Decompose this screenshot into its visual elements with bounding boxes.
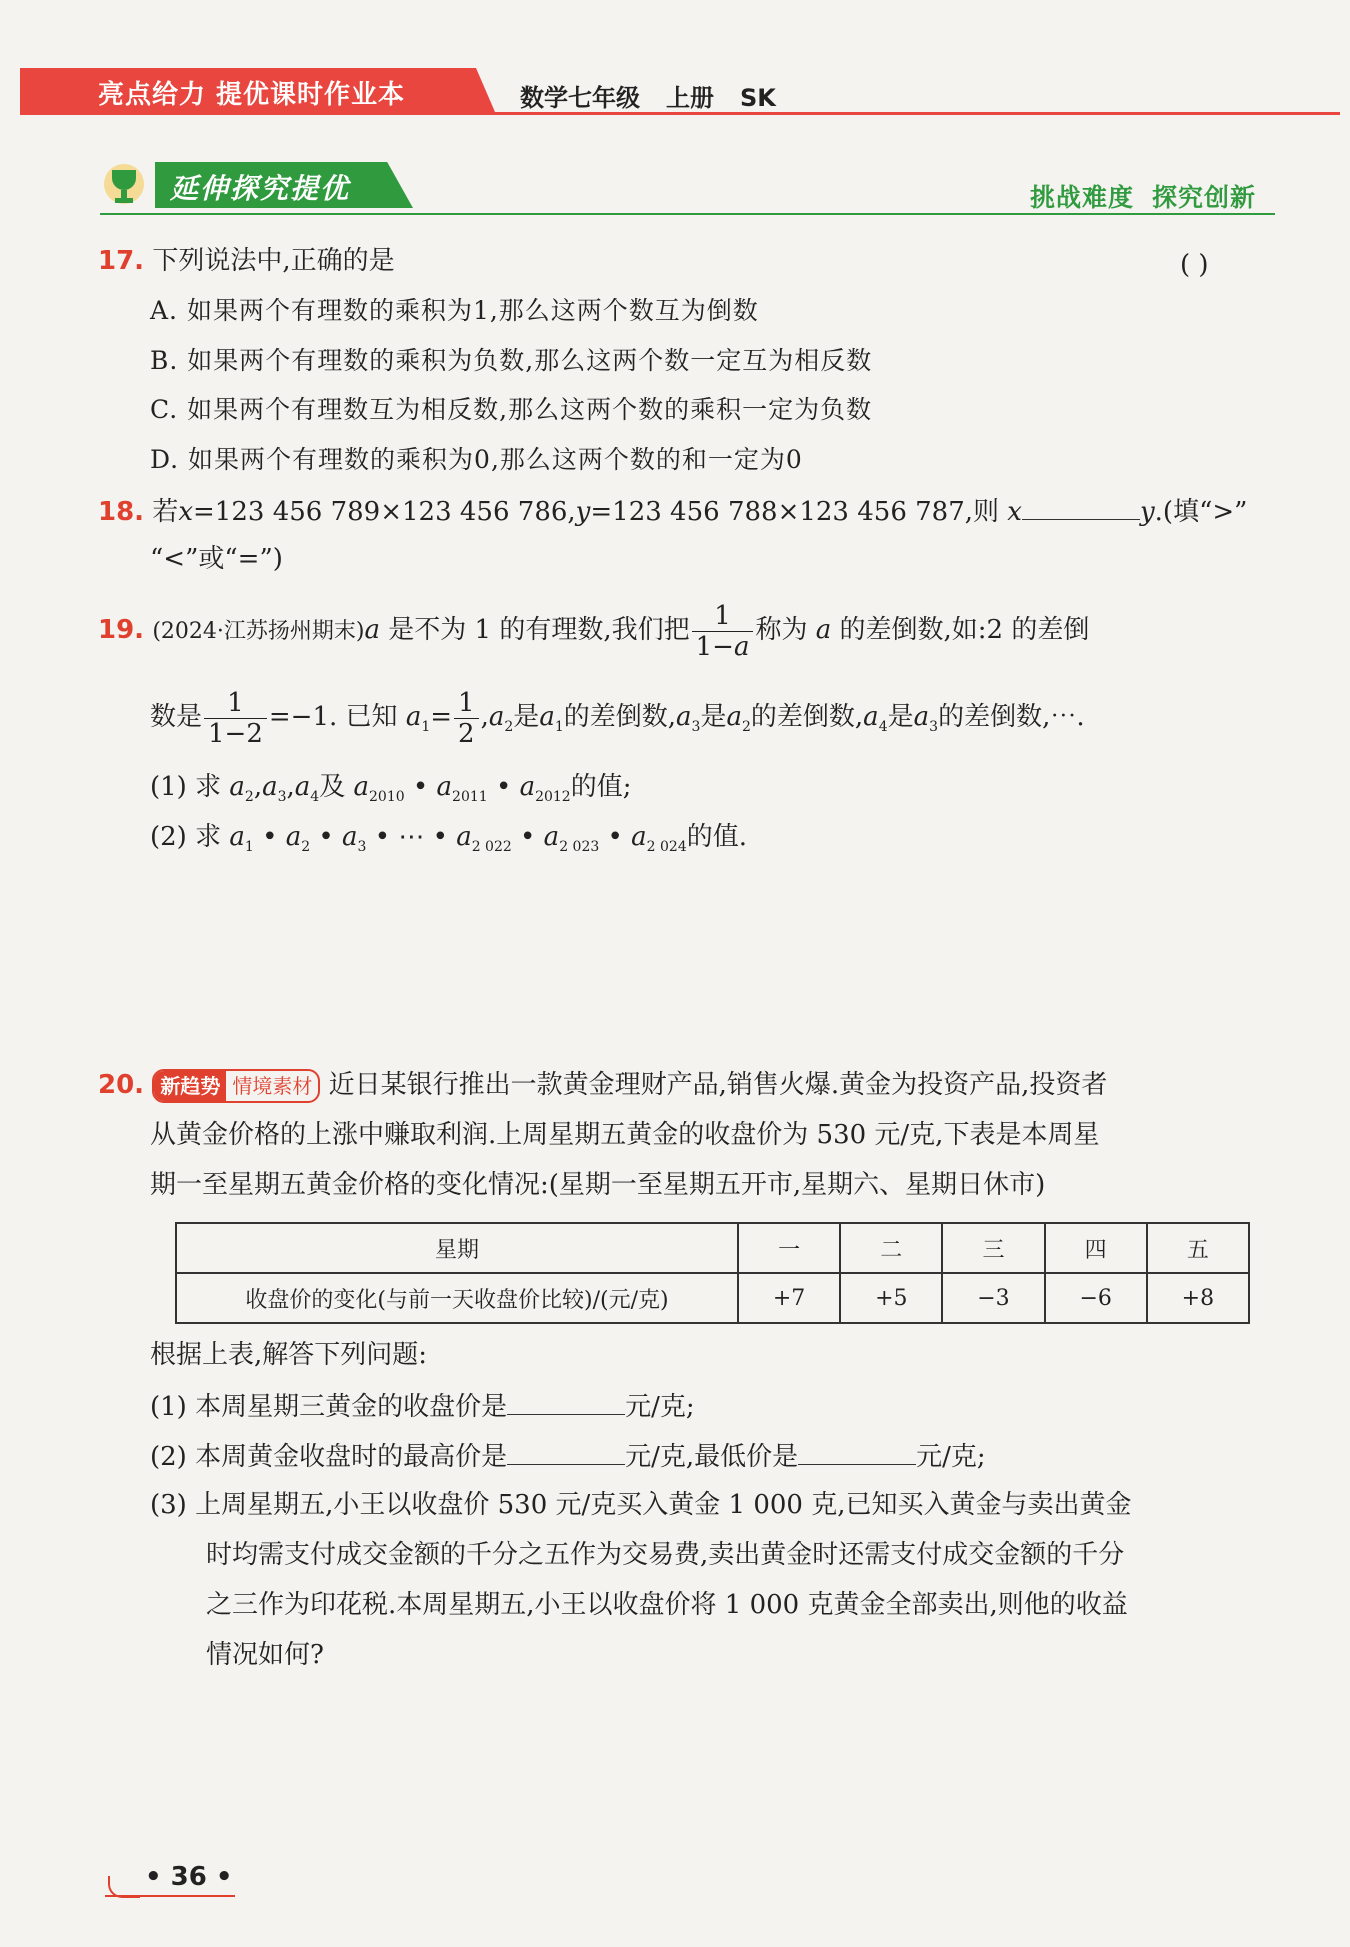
a2-sub-b: 2 [741,719,751,736]
subject-name: 数学七年级 [520,84,640,112]
p2-text-c: 元/克; [916,1442,986,1472]
header-brand: 亮点给力 提优课时作业本 [98,80,406,110]
q19-text-4: 数是 [150,702,203,732]
var-y: y [575,497,591,527]
q18-text-ruo: 若 [152,497,179,527]
q20-intro-3: 期一至星期五黄金价格的变化情况:(星期一至星期五开市,星期六、星期日休市) [150,1170,1046,1200]
frac1-den-text: 1− [695,631,734,662]
table-cell: 四 [1045,1223,1147,1273]
q17-option-a: A. 如果两个有理数的乘积为1,那么这两个数互为倒数 [150,296,759,325]
p1-text-a: (1) 本周星期三黄金的收盘价是 [150,1392,508,1422]
p1-a2012-sub: 2012 [535,789,571,806]
p2-dot-1: • [253,822,286,852]
a1-var: a [405,702,422,732]
is-3: 是 [887,702,914,732]
fraction-1-over-1-minus-2 [204,688,267,749]
frac1-den-a: a [733,631,750,662]
table-cell: +7 [738,1273,840,1323]
var-x-2: x [1007,497,1022,527]
a1-var-b: a [539,702,555,732]
q18-answer-blank[interactable] [1022,493,1140,520]
p2-dot-3: • [366,822,399,852]
q18-line-2: “<”或“=”) [150,544,283,574]
q18-y-expr: =123 456 788×123 456 787,则 [590,497,1000,527]
p2-dot-6: • [599,822,632,852]
p1-comma-2: , [286,772,295,802]
q19-text-8: 的差倒数,⋯. [938,702,1085,732]
p2-a2023: a [543,822,560,852]
p2-a2024: a [631,822,647,852]
part1-lead: (1) 求 [150,772,222,802]
p2-dot-2: • [310,822,342,852]
p1-a2010: a [353,772,370,802]
p1-a2011-sub: 2011 [452,789,488,806]
var-a: a [364,615,380,645]
table-cell: 一 [738,1223,840,1273]
equals: = [430,702,453,732]
fraction-1-over-1-minus-a [692,601,754,662]
p2-a2022: a [456,822,472,852]
a3-var-b: a [913,702,930,732]
q20-number: 20. [98,1070,145,1100]
var-x: x [178,497,194,527]
edition-label: SK [740,84,776,112]
p1-a3: a [262,772,278,802]
part2-lead: (2) 求 [150,822,222,852]
p2-a1: a [229,822,245,852]
trend-tag-1: 新趋势 [154,1071,226,1101]
a2-var: a [488,702,505,732]
table-cell: +8 [1147,1273,1249,1323]
gold-price-table [175,1222,1250,1324]
p1-a2010-sub: 2010 [369,789,405,806]
p1-dot-2: • [487,772,520,802]
table-cell: 三 [942,1223,1044,1273]
q18-number: 18. [98,497,145,527]
q20-part-3-line-1: (3) 上周星期五,小王以收盘价 530 元/克买入黄金 1 000 克,已知买入黄金与卖出黄金 [150,1490,1132,1520]
q19-part-2 [150,820,747,864]
frac1-den [692,632,754,662]
part2-tail: 的值. [686,822,748,852]
q19-source: (2024·江苏扬州期末) [152,619,365,644]
p1-a2-sub: 2 [244,789,254,806]
page-number: • 36 • [145,1862,233,1892]
trend-tag-2: 情境素材 [232,1074,313,1098]
q17-option-d: D. 如果两个有理数的乘积为0,那么这两个数的和一定为0 [150,445,803,474]
part1-tail: 的值; [570,772,632,802]
highest-price-blank[interactable] [507,1438,625,1465]
q19-text-1: 是不为 1 的有理数,我们把 [380,615,690,645]
q19-number: 19. [98,615,145,645]
q20-part-3-line-2: 时均需支付成交金额的千分之五作为交易费,卖出黄金时还需支付成交金额的千分 [206,1540,1125,1570]
table-cell: 二 [840,1223,942,1273]
frac2-den: 1−2 [208,718,263,749]
a3-var: a [676,702,692,732]
wednesday-price-blank[interactable] [507,1388,625,1415]
p1-a4-sub: 4 [310,789,320,806]
p2-a2022-sub: 2 022 [471,839,512,856]
p1-a2: a [229,772,245,802]
p2-a2024-sub: 2 024 [646,839,687,856]
p2-a1-sub: 1 [244,839,254,856]
a4-sub: 4 [878,719,888,736]
table-cell: 五 [1147,1223,1249,1273]
a4-var: a [863,702,879,732]
p2-a3-sub: 3 [357,839,367,856]
p2-a2: a [285,822,302,852]
part1-and: 及 [319,772,346,802]
p1-a2011: a [436,772,453,802]
q17-option-b: B. 如果两个有理数的乘积为负数,那么这两个数一定互为相反数 [150,346,873,375]
page-number-rule [105,1895,235,1897]
table-cell: 收盘价的变化(与前一天收盘价比较)/(元/克) [176,1273,738,1323]
q18-line-1 [98,493,1247,529]
p1-a3-sub: 3 [277,789,287,806]
p2-dot-4: • [424,822,457,852]
p2-a2-sub: 2 [301,839,311,856]
section-title: 延伸探究提优 [170,172,351,205]
q19-text-2: 称为 [755,615,808,645]
q20-part-2 [150,1438,986,1474]
table-cell: −3 [942,1273,1044,1323]
q20-intro-2: 从黄金价格的上涨中赚取利润.上周星期五黄金的收盘价为 530 元/克,下表是本周星 [150,1120,1100,1150]
slogan-2: 探究创新 [1152,183,1257,212]
frac2-num: 1 [204,688,267,719]
frac3-den: 2 [458,718,475,749]
q18-x-expr: =123 456 789×123 456 786, [193,497,576,527]
q19-line-2 [150,685,1085,759]
table-cell: +5 [840,1273,942,1323]
p1-comma-1: , [253,772,263,802]
lowest-price-blank[interactable] [798,1438,916,1465]
section-slogan [1030,178,1256,214]
frac1-num: 1 [692,601,754,632]
volume-label: 上册 [666,84,714,112]
p1-text-b: 元/克; [625,1392,695,1422]
q19-line-1 [98,598,1089,664]
comma-1: , [480,702,489,732]
q19-part-1 [150,770,631,814]
is-1: 是 [513,702,540,732]
q20-prompt: 根据上表,解答下列问题: [150,1340,428,1370]
q19-text-6: 的差倒数, [563,702,677,732]
p2-a2023-sub: 2 023 [559,839,600,856]
trophy-icon [100,160,162,212]
a1-sub-b: 1 [554,719,564,736]
q18-hint: .(填“>” [1154,497,1248,527]
header-subject [520,78,776,113]
p1-dot-1: • [404,772,437,802]
p2-text-b: 元/克,最低价是 [625,1442,799,1472]
q20-part-3-line-4: 情况如何? [206,1640,324,1670]
a2-var-b: a [726,702,742,732]
q20-intro-1: 近日某银行推出一款黄金理财产品,销售火爆.黄金为投资产品,投资者 [328,1070,1108,1100]
is-2: 是 [700,702,727,732]
table-cell: 星期 [176,1223,738,1273]
a1-sub: 1 [421,719,431,736]
slogan-1: 挑战难度 [1030,183,1135,212]
var-a-2: a [815,615,832,645]
p2-ellipsis: ⋯ [398,822,425,852]
q19-text-7: 的差倒数, [750,702,864,732]
p2-dot-5: • [511,822,544,852]
q17-answer-paren: ( ) [1180,250,1209,280]
q20-part-3-line-3: 之三作为印花税.本周星期五,小王以收盘价将 1 000 克黄金全部卖出,则他的收益 [206,1590,1128,1620]
q20-part-1 [150,1388,695,1424]
frac3-num: 1 [454,688,479,719]
table-row [176,1273,1249,1323]
var-y-2: y [1139,497,1155,527]
p2-text-a: (2) 本周黄金收盘时的最高价是 [150,1442,508,1472]
a2-sub: 2 [504,719,514,736]
trend-tag [152,1069,320,1103]
q17-option-c: C. 如果两个有理数互为相反数,那么这两个数的乘积一定为负数 [150,395,873,424]
p1-a2012: a [519,772,536,802]
table-cell: −6 [1045,1273,1147,1323]
q20-line-1 [98,1068,1107,1103]
p2-a3: a [342,822,358,852]
p1-a4: a [294,772,311,802]
fraction-1-over-2 [454,688,479,749]
q17-stem: 下列说法中,正确的是 [152,246,395,276]
q19-text-5: =−1. 已知 [268,702,398,732]
q19-text-3: 的差倒数,如:2 的差倒 [831,615,1090,645]
a3-sub-b: 3 [929,719,939,736]
q17-number: 17. [98,246,145,276]
a3-sub: 3 [691,719,701,736]
q17-stem-line [98,244,395,278]
table-header-row [176,1223,1249,1273]
